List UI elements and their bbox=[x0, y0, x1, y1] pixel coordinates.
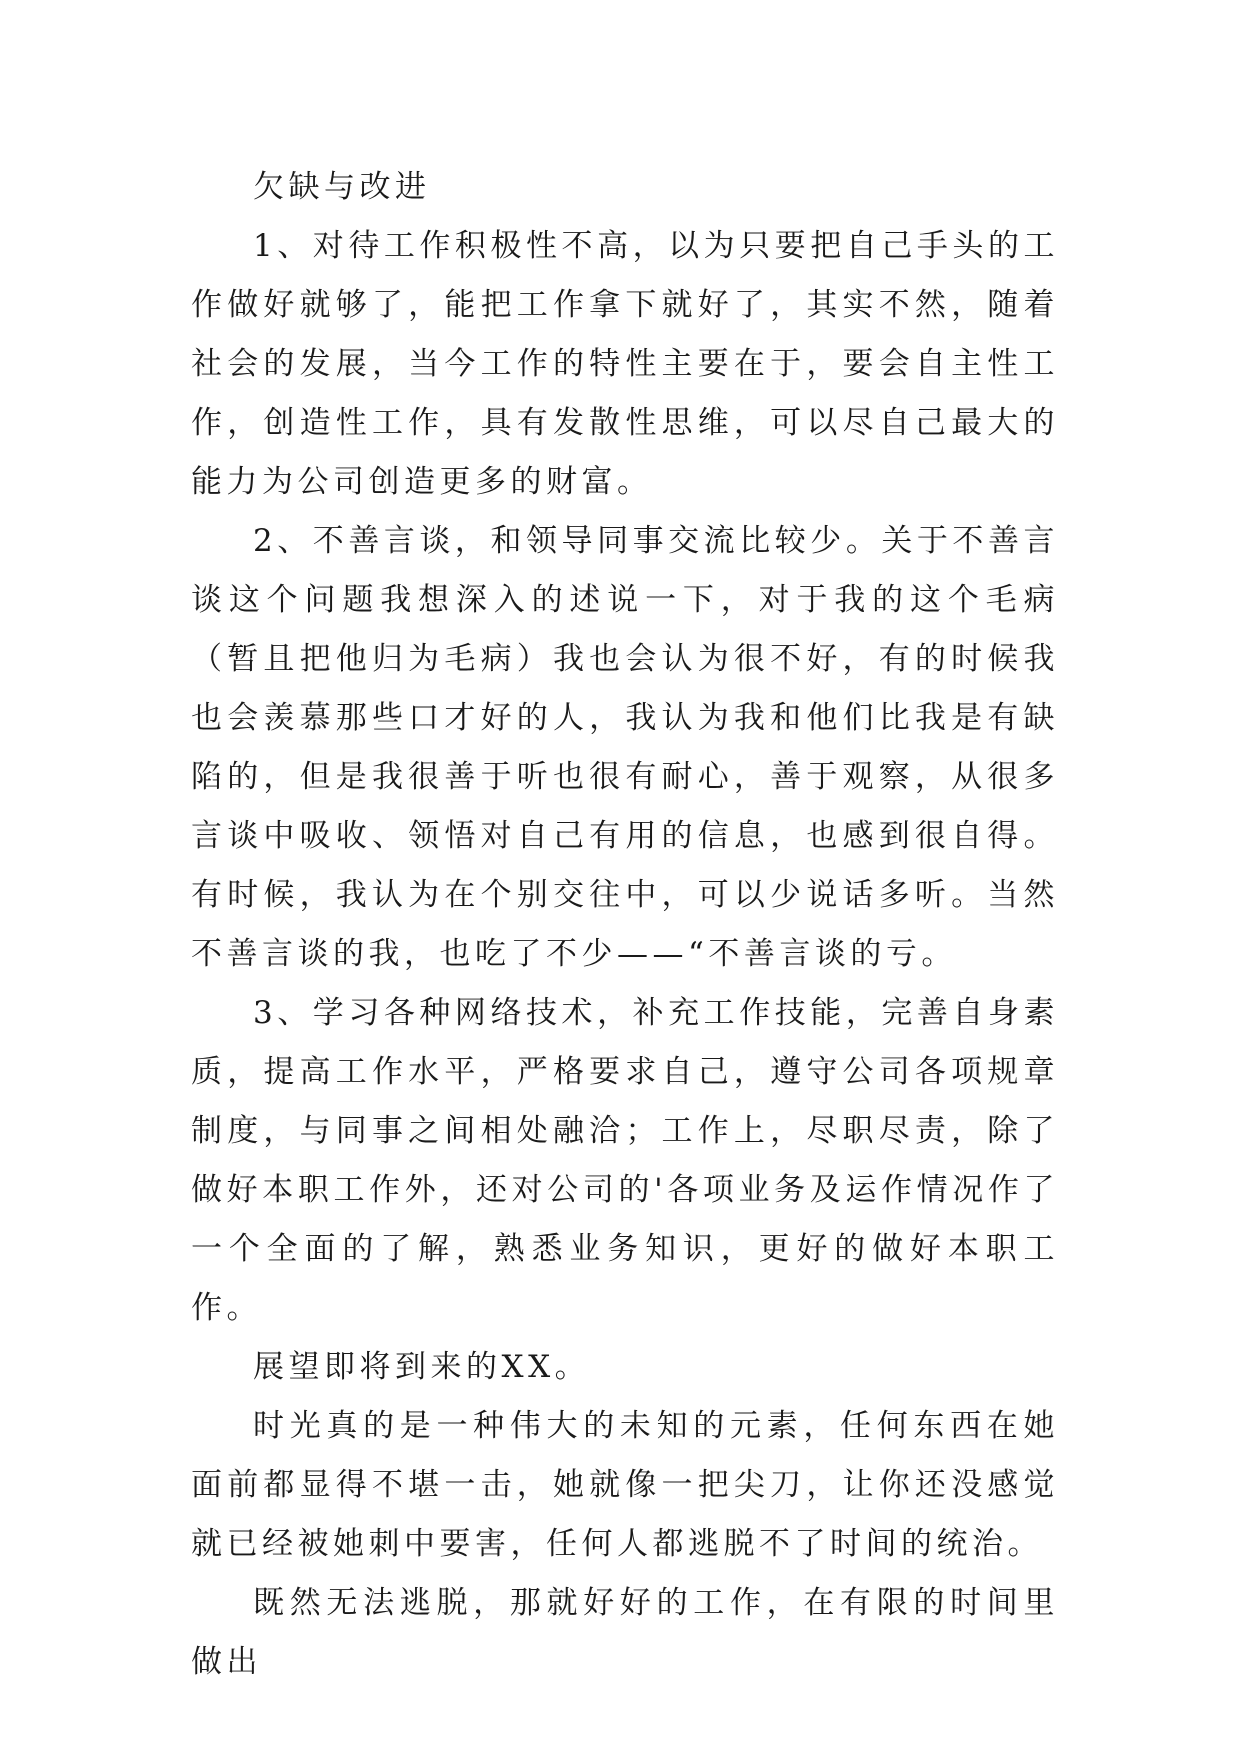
paragraph-outlook: 展望即将到来的XX。 bbox=[253, 1349, 591, 1385]
paragraph-time: 时光真的是一种伟大的未知的元素，任何东西在她面前都显得不堪一击，她就像一把尖刀，让你还没感觉就已经被她刺中要害，任何人都逃脱不了时间的统治。 bbox=[191, 1408, 1059, 1562]
paragraph-item-1: 1、对待工作积极性不高，以为只要把自己手头的工作做好就够了，能把工作拿下就好了，其实不然，随着社会的发展，当今工作的特性主要在于，要会自主性工作，创造性工作，具有发散性思维，可以尽自己最大的能力为公司创造更多的财富。 bbox=[191, 228, 1059, 500]
paragraph-item-2: 2、不善言谈，和领导同事交流比较少。关于不善言谈这个问题我想深入的述说一下，对于我的这个毛病（暂且把他归为毛病）我也会认为很不好，有的时候我也会羡慕那些口才好的人，我认为我和他们比我是有缺陷的，但是我很善于听也很有耐心，善于观察，从很多言谈中吸收、领悟对自己有用的信息，也感到很自得。有时候，我认为在个别交往中，可以少说话多听。当然不善言谈的我，也吃了不少——“不善言谈的亏。 bbox=[191, 523, 1059, 972]
document-page bbox=[191, 158, 1059, 1692]
paragraph-closing: 既然无法逃脱，那就好好的工作，在有限的时间里做出 bbox=[191, 1585, 1059, 1680]
section-heading: 欠缺与改进 bbox=[253, 169, 431, 205]
paragraph-item-3: 3、学习各种网络技术，补充工作技能，完善自身素质，提高工作水平，严格要求自己，遵守公司各项规章制度，与同事之间相处融洽；工作上，尽职尽责，除了做好本职工作外，还对公司的'各项业务及运作情况作了一个全面的了解，熟悉业务知识，更好的做好本职工作。 bbox=[191, 995, 1059, 1326]
